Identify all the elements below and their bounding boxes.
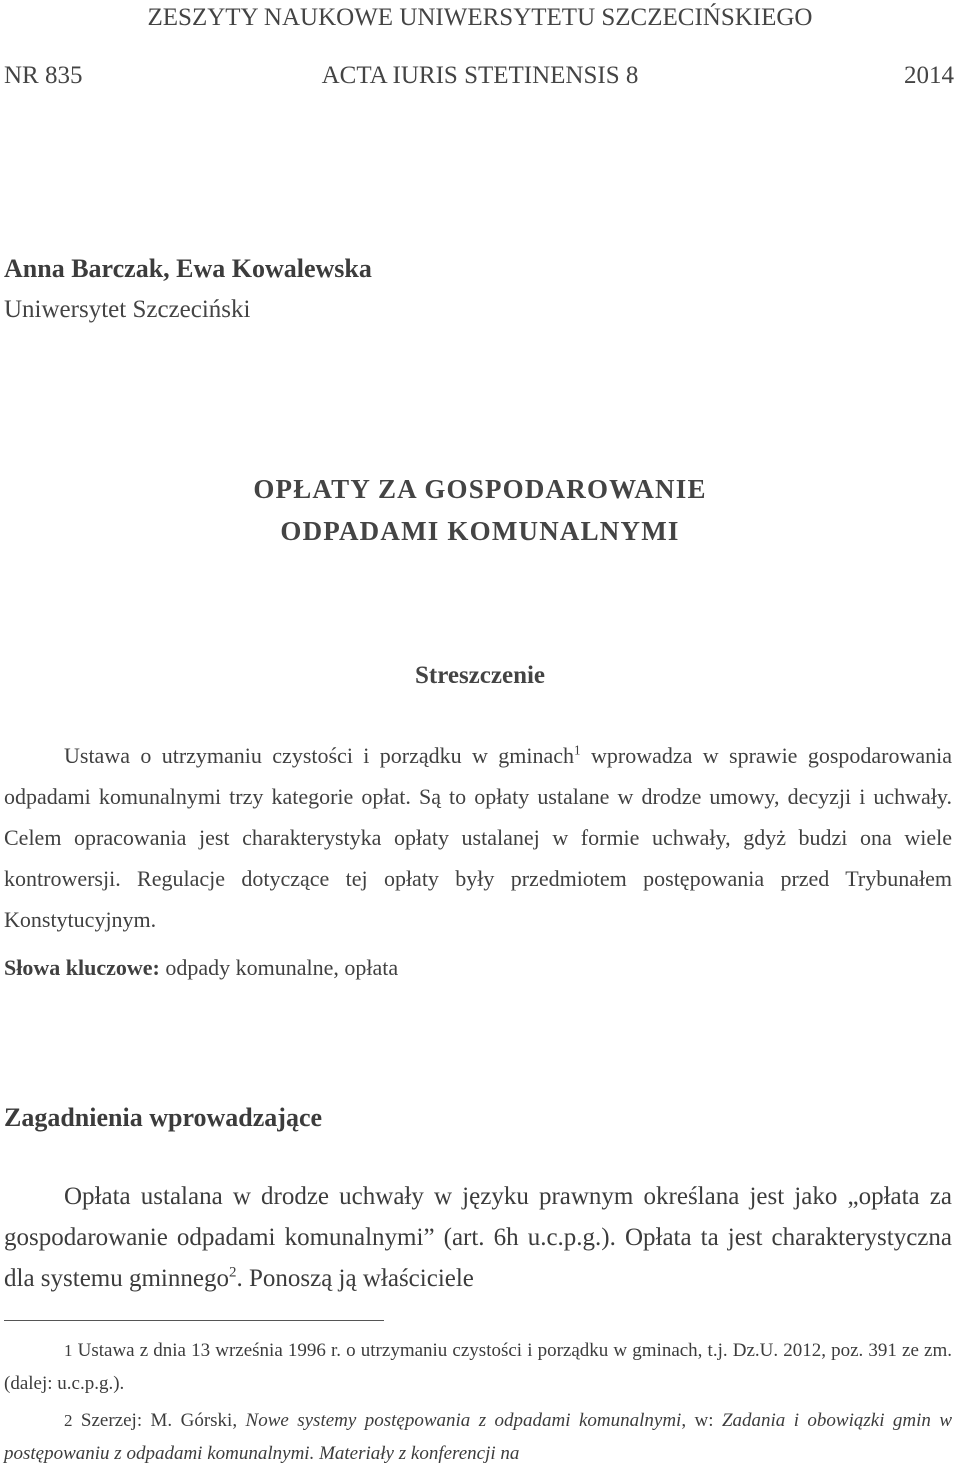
journal-series: ACTA IURIS STETINENSIS 8 — [321, 62, 639, 89]
abstract-heading: Streszczenie — [414, 662, 546, 689]
keywords — [4, 955, 398, 981]
keywords-label: Słowa kluczowe: — [4, 955, 160, 980]
issue-number: NR 835 — [4, 62, 83, 89]
footnote-2-title-b: Zadania i obowiązki gmin w postępowaniu z odpadami komunalnymi. Materiały z konferencji na — [4, 1410, 953, 1464]
footnote-ref-2[interactable]: 2 — [228, 1264, 237, 1281]
footnote-1 — [4, 1334, 952, 1400]
body-text-part-a: Opłata ustalana w drodze uchwały w języku prawnym określana jest jako „opłata za gospodarowanie odpadami komunalnymi” (art. 6h u.c.p.g.). Opłata ta jest charakterystyczna dla systemu gminnego — [4, 1183, 952, 1292]
footnote-1-text: Ustawa z dnia 13 września 1996 r. o utrzymaniu czystości i porządku w gminach, t.j. Dz.U. 2012, poz. 391 ze zm. (dalej: u.c.p.g.). — [4, 1340, 952, 1394]
authors: Anna Barczak, Ewa Kowalewska — [4, 254, 372, 283]
footnote-2-number: 2 — [64, 1411, 73, 1430]
publication-year: 2014 — [904, 62, 954, 89]
footnote-2 — [4, 1404, 952, 1470]
footnote-1-number: 1 — [64, 1341, 73, 1360]
body-text-part-b: . Ponoszą ją właściciele — [236, 1265, 474, 1292]
article-title-line-1: OPŁATY ZA GOSPODAROWANIE — [253, 474, 707, 504]
section-heading: Zagadnienia wprowadzające — [4, 1103, 323, 1132]
body-text — [4, 1176, 952, 1299]
footnote-2-text-b: , w: — [681, 1410, 722, 1431]
footnote-2-title-a: Nowe systemy postępowania z odpadami komunalnymi — [245, 1410, 682, 1431]
footnote-divider — [4, 1320, 384, 1321]
affiliation: Uniwersytet Szczeciński — [4, 296, 251, 323]
abstract-text — [4, 735, 952, 940]
footnote-ref-1[interactable]: 1 — [574, 742, 581, 758]
article-title-line-2: ODPADAMI KOMUNALNYMI — [280, 516, 680, 546]
abstract-text-part-a: Ustawa o utrzymaniu czystości i porządku w gminach — [64, 743, 575, 768]
abstract-text-part-b: wprowadza w sprawie gospodarowania odpadami komunalnymi trzy kategorie opłat. Są to opłaty ustalane w drodze umowy, decyzji i uchwały. Celem opracowania jest charakterystyka opłaty ustalanej w formie uchwały, gdyż budzi ona wiele kontrowersji. Regulacje dotyczące tej opłaty były przedmiotem postępowania przed Trybunałem Konstytucyjnym. — [4, 743, 952, 932]
keywords-text: odpady komunalne, opłata — [159, 955, 399, 980]
footnote-2-text-a: Szerzej: M. Górski, — [72, 1410, 246, 1431]
journal-name: ZESZYTY NAUKOWE UNIWERSYTETU SZCZECIŃSKIEGO — [147, 4, 813, 31]
